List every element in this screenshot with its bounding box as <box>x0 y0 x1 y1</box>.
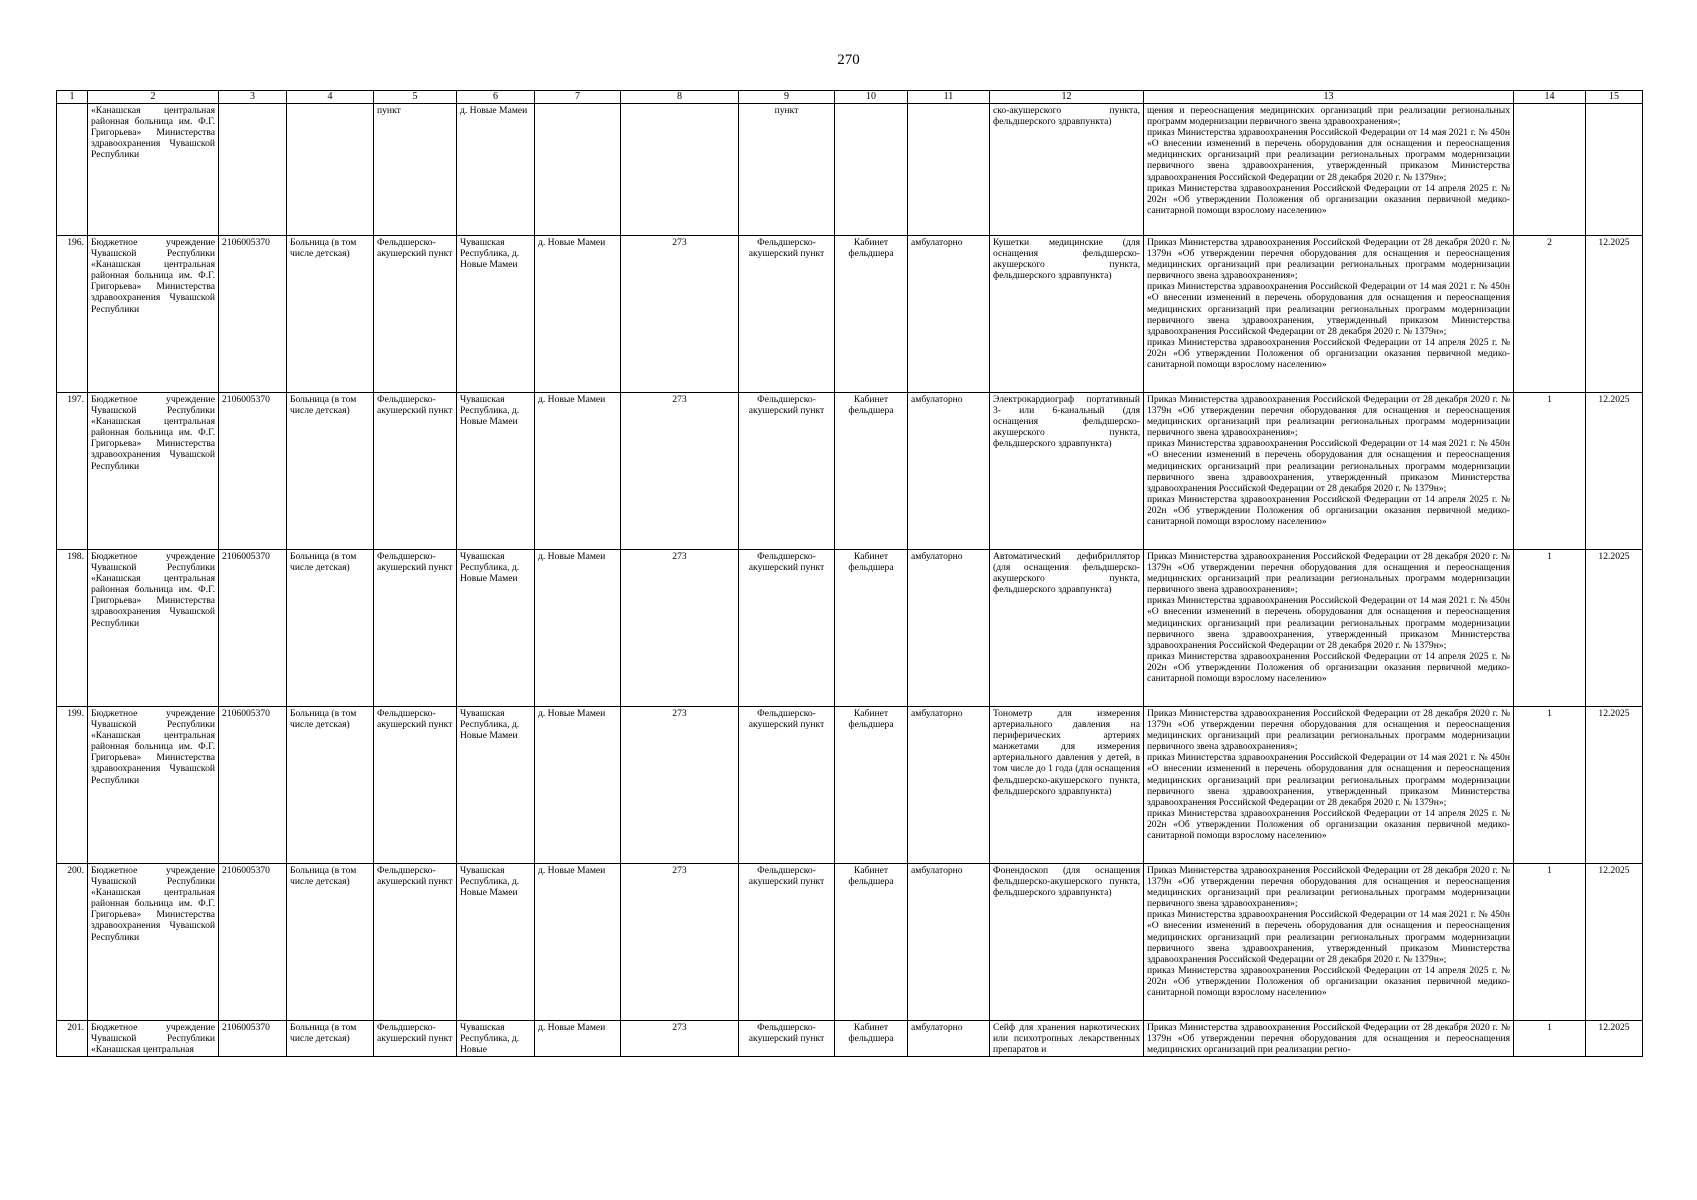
quantity: 1 <box>1514 864 1586 1021</box>
column-number: 11 <box>908 91 990 104</box>
table-row <box>57 864 1643 1021</box>
locality: д. Новые Мамеи <box>535 864 621 1021</box>
structural-unit: Фельдшерско-акушерский пункт <box>374 707 457 864</box>
quantity: 1 <box>1514 550 1586 707</box>
facility-type: Больница (в том числе детская) <box>287 236 374 393</box>
legal-basis: щения и переоснащения медицинских организаций при реализации региональных программ модернизации первичного звена здравоохранения»; приказ Министерства здравоохранения Российской Федерации от 14 мая 2021 г. № 450н «О внесении изменений в перечень оборудования для оснащения и переоснащения медицинских организаций при реализации региональных программ модернизации первичного звена здравоохранения, утвержденный приказом Министерства здравоохранения Российской Федерации от 28 декабря 2020 г. № 1379н»; приказ Министерства здравоохранения Российской Федерации от 14 апреля 2025 г. № 202н «Об утверждении Положения об организации оказания первичной медико-санитарной помощи взрослому населению» <box>1144 104 1514 236</box>
facility-type <box>287 104 374 236</box>
column-number: 6 <box>457 91 535 104</box>
organization-name: «Канашская центральная районная больница им. Ф.Г. Григорьева» Министерства здравоохранения Чувашской Республики <box>88 104 219 236</box>
equipment-name: Сейф для хранения наркотических или психотропных лекарственных препаратов и <box>990 1021 1144 1057</box>
unit-name: Фельдшерско-акушерский пункт <box>739 550 835 707</box>
column-number: 14 <box>1514 91 1586 104</box>
legal-basis: Приказ Министерства здравоохранения Российской Федерации от 28 декабря 2020 г. № 1379н «Об утверждении перечня оборудования для оснащения и переоснащения медицинских организаций при реализации региональных программ модернизации первичного звена здравоохранения»; приказ Министерства здравоохранения Российской Федерации от 14 мая 2021 г. № 450н «О внесении изменений в перечень оборудования для оснащения и переоснащения медицинских организаций при реализации региональных программ модернизации первичного звена здравоохранения, утвержденный приказом Министерства здравоохранения Российской Федерации от 28 декабря 2020 г. № 1379н»; приказ Министерства здравоохранения Российской Федерации от 14 апреля 2025 г. № 202н «Об утверждении Положения об организации оказания первичной медико-санитарной помощи взрослому населению» <box>1144 393 1514 550</box>
location-code: 273 <box>621 707 739 864</box>
room-name: Кабинет фельдшера <box>835 550 908 707</box>
quantity: 1 <box>1514 1021 1586 1057</box>
location-code: 273 <box>621 393 739 550</box>
unit-name: Фельдшерско-акушерский пункт <box>739 236 835 393</box>
inn-code: 2106005370 <box>219 707 287 864</box>
locality: д. Новые Мамеи <box>535 550 621 707</box>
inn-code: 2106005370 <box>219 864 287 1021</box>
column-number: 1 <box>57 91 88 104</box>
delivery-date: 12.2025 <box>1586 393 1643 550</box>
care-mode: амбулаторно <box>908 864 990 1021</box>
room-name: Кабинет фельдшера <box>835 707 908 864</box>
row-number: 199. <box>57 707 88 864</box>
structural-unit: Фельдшерско-акушерский пункт <box>374 550 457 707</box>
address: Чувашская Республика, д. Новые Мамеи <box>457 864 535 1021</box>
care-mode: амбулаторно <box>908 393 990 550</box>
equipment-name: Автоматический дефибриллятор (для оснащения фельдшерско-акушерского пункта, фельдшерского здравпункта) <box>990 550 1144 707</box>
table-row <box>57 104 1643 236</box>
table-row <box>57 236 1643 393</box>
address: Чувашская Республика, д. Новые Мамеи <box>457 236 535 393</box>
table-row <box>57 1021 1643 1057</box>
organization-name: Бюджетное учреждение Чувашской Республики «Канашская центральная районная больница им. Ф.Г. Григорьева» Министерства здравоохранения Чувашской Республики <box>88 236 219 393</box>
locality: д. Новые Мамеи <box>535 236 621 393</box>
row-number: 198. <box>57 550 88 707</box>
equipment-name: Электрокардиограф портативный 3- или 6-канальный (для оснащения фельдшерско-акушерского пункта, фельдшерского здравпункта) <box>990 393 1144 550</box>
facility-type: Больница (в том числе детская) <box>287 393 374 550</box>
locality <box>535 104 621 236</box>
inn-code: 2106005370 <box>219 236 287 393</box>
organization-name: Бюджетное учреждение Чувашской Республики «Канашская центральная районная больница им. Ф.Г. Григорьева» Министерства здравоохранения Чувашской Республики <box>88 550 219 707</box>
room-name: Кабинет фельдшера <box>835 393 908 550</box>
legal-basis: Приказ Министерства здравоохранения Российской Федерации от 28 декабря 2020 г. № 1379н «Об утверждении перечня оборудования для оснащения и переоснащения медицинских организаций при реализации региональных программ модернизации первичного звена здравоохранения»; приказ Министерства здравоохранения Российской Федерации от 14 мая 2021 г. № 450н «О внесении изменений в перечень оборудования для оснащения и переоснащения медицинских организаций при реализации региональных программ модернизации первичного звена здравоохранения, утвержденный приказом Министерства здравоохранения Российской Федерации от 28 декабря 2020 г. № 1379н»; приказ Министерства здравоохранения Российской Федерации от 14 апреля 2025 г. № 202н «Об утверждении Положения об организации оказания первичной медико-санитарной помощи взрослому населению» <box>1144 236 1514 393</box>
address: Чувашская Республика, д. Новые Мамеи <box>457 393 535 550</box>
row-number: 197. <box>57 393 88 550</box>
facility-type: Больница (в том числе детская) <box>287 707 374 864</box>
column-number: 5 <box>374 91 457 104</box>
facility-type: Больница (в том числе детская) <box>287 550 374 707</box>
legal-basis: Приказ Министерства здравоохранения Российской Федерации от 28 декабря 2020 г. № 1379н «Об утверждении перечня оборудования для оснащения и переоснащения медицинских организаций при реализации регио- <box>1144 1021 1514 1057</box>
page-number: 270 <box>837 52 860 68</box>
structural-unit: пункт <box>374 104 457 236</box>
room-name: Кабинет фельдшера <box>835 1021 908 1057</box>
column-number: 7 <box>535 91 621 104</box>
organization-name: Бюджетное учреждение Чувашской Республики «Канашская центральная районная больница им. Ф.Г. Григорьева» Министерства здравоохранения Чувашской Республики <box>88 864 219 1021</box>
address: Чувашская Республика, д. Новые Мамеи <box>457 707 535 864</box>
location-code: 273 <box>621 864 739 1021</box>
legal-basis: Приказ Министерства здравоохранения Российской Федерации от 28 декабря 2020 г. № 1379н «Об утверждении перечня оборудования для оснащения и переоснащения медицинских организаций при реализации региональных программ модернизации первичного звена здравоохранения»; приказ Министерства здравоохранения Российской Федерации от 14 мая 2021 г. № 450н «О внесении изменений в перечень оборудования для оснащения и переоснащения медицинских организаций при реализации региональных программ модернизации первичного звена здравоохранения, утвержденный приказом Министерства здравоохранения Российской Федерации от 28 декабря 2020 г. № 1379н»; приказ Министерства здравоохранения Российской Федерации от 14 апреля 2025 г. № 202н «Об утверждении Положения об организации оказания первичной медико-санитарной помощи взрослому населению» <box>1144 864 1514 1021</box>
structural-unit: Фельдшерско-акушерский пункт <box>374 236 457 393</box>
care-mode: амбулаторно <box>908 550 990 707</box>
column-number: 3 <box>219 91 287 104</box>
unit-name: Фельдшерско-акушерский пункт <box>739 707 835 864</box>
room-name: Кабинет фельдшера <box>835 864 908 1021</box>
table-row <box>57 393 1643 550</box>
column-number: 8 <box>621 91 739 104</box>
locality: д. Новые Мамеи <box>535 707 621 864</box>
unit-name: Фельдшерско-акушерский пункт <box>739 864 835 1021</box>
unit-name: пункт <box>739 104 835 236</box>
delivery-date: 12.2025 <box>1586 550 1643 707</box>
quantity: 1 <box>1514 707 1586 864</box>
equipment-table <box>56 90 1643 1057</box>
address: Чувашская Республика, д. Новые Мамеи <box>457 550 535 707</box>
table-row <box>57 550 1643 707</box>
row-number: 201. <box>57 1021 88 1057</box>
legal-basis: Приказ Министерства здравоохранения Российской Федерации от 28 декабря 2020 г. № 1379н «Об утверждении перечня оборудования для оснащения и переоснащения медицинских организаций при реализации региональных программ модернизации первичного звена здравоохранения»; приказ Министерства здравоохранения Российской Федерации от 14 мая 2021 г. № 450н «О внесении изменений в перечень оборудования для оснащения и переоснащения медицинских организаций при реализации региональных программ модернизации первичного звена здравоохранения, утвержденный приказом Министерства здравоохранения Российской Федерации от 28 декабря 2020 г. № 1379н»; приказ Министерства здравоохранения Российской Федерации от 14 апреля 2025 г. № 202н «Об утверждении Положения об организации оказания первичной медико-санитарной помощи взрослому населению» <box>1144 550 1514 707</box>
care-mode: амбулаторно <box>908 1021 990 1057</box>
locality: д. Новые Мамеи <box>535 393 621 550</box>
equipment-name: Фонендоскоп (для оснащения фельдшерско-акушерского пункта, фельдшерского здравпункта) <box>990 864 1144 1021</box>
locality: д. Новые Мамеи <box>535 1021 621 1057</box>
table-row <box>57 707 1643 864</box>
room-name <box>835 104 908 236</box>
equipment-name: ско-акушерского пункта, фельдшерского здравпункта) <box>990 104 1144 236</box>
delivery-date: 12.2025 <box>1586 864 1643 1021</box>
inn-code: 2106005370 <box>219 393 287 550</box>
column-number: 13 <box>1144 91 1514 104</box>
quantity: 2 <box>1514 236 1586 393</box>
inn-code: 2106005370 <box>219 550 287 707</box>
care-mode: амбулаторно <box>908 236 990 393</box>
organization-name: Бюджетное учреждение Чувашской Республики «Канашская центральная <box>88 1021 219 1057</box>
delivery-date: 12.2025 <box>1586 1021 1643 1057</box>
unit-name: Фельдшерско-акушерский пункт <box>739 1021 835 1057</box>
column-number: 4 <box>287 91 374 104</box>
inn-code: 2106005370 <box>219 1021 287 1057</box>
location-code: 273 <box>621 236 739 393</box>
column-number-row <box>57 91 1643 104</box>
table-body <box>57 91 1643 1057</box>
location-code: 273 <box>621 550 739 707</box>
address: д. Новые Мамеи <box>457 104 535 236</box>
care-mode <box>908 104 990 236</box>
facility-type: Больница (в том числе детская) <box>287 1021 374 1057</box>
address: Чувашская Республика, д. Новые <box>457 1021 535 1057</box>
row-number: 200. <box>57 864 88 1021</box>
location-code <box>621 104 739 236</box>
facility-type: Больница (в том числе детская) <box>287 864 374 1021</box>
organization-name: Бюджетное учреждение Чувашской Республики «Канашская центральная районная больница им. Ф.Г. Григорьева» Министерства здравоохранения Чувашской Республики <box>88 707 219 864</box>
delivery-date: 12.2025 <box>1586 707 1643 864</box>
column-number: 12 <box>990 91 1144 104</box>
unit-name: Фельдшерско-акушерский пункт <box>739 393 835 550</box>
column-number: 10 <box>835 91 908 104</box>
equipment-name: Кушетки медицинские (для оснащения фельдшерско-акушерского пункта, фельдшерского здравпункта) <box>990 236 1144 393</box>
structural-unit: Фельдшерско-акушерский пункт <box>374 393 457 550</box>
quantity <box>1514 104 1586 236</box>
delivery-date <box>1586 104 1643 236</box>
organization-name: Бюджетное учреждение Чувашской Республики «Канашская центральная районная больница им. Ф.Г. Григорьева» Министерства здравоохранения Чувашской Республики <box>88 393 219 550</box>
column-number: 9 <box>739 91 835 104</box>
care-mode: амбулаторно <box>908 707 990 864</box>
column-number: 2 <box>88 91 219 104</box>
structural-unit: Фельдшерско-акушерский пункт <box>374 864 457 1021</box>
quantity: 1 <box>1514 393 1586 550</box>
equipment-name: Тонометр для измерения артериального давления на периферических артериях манжетами для измерения артериального давления у детей, в том числе до 1 года (для оснащения фельдшерско-акушерского пункта, фельдшерского здравпункта) <box>990 707 1144 864</box>
structural-unit: Фельдшерско-акушерский пункт <box>374 1021 457 1057</box>
legal-basis: Приказ Министерства здравоохранения Российской Федерации от 28 декабря 2020 г. № 1379н «Об утверждении перечня оборудования для оснащения и переоснащения медицинских организаций при реализации региональных программ модернизации первичного звена здравоохранения»; приказ Министерства здравоохранения Российской Федерации от 14 мая 2021 г. № 450н «О внесении изменений в перечень оборудования для оснащения и переоснащения медицинских организаций при реализации региональных программ модернизации первичного звена здравоохранения, утвержденный приказом Министерства здравоохранения Российской Федерации от 28 декабря 2020 г. № 1379н»; приказ Министерства здравоохранения Российской Федерации от 14 апреля 2025 г. № 202н «Об утверждении Положения об организации оказания первичной медико-санитарной помощи взрослому населению» <box>1144 707 1514 864</box>
row-number: 196. <box>57 236 88 393</box>
inn-code <box>219 104 287 236</box>
room-name: Кабинет фельдшера <box>835 236 908 393</box>
location-code: 273 <box>621 1021 739 1057</box>
row-number <box>57 104 88 236</box>
column-number: 15 <box>1586 91 1643 104</box>
delivery-date: 12.2025 <box>1586 236 1643 393</box>
